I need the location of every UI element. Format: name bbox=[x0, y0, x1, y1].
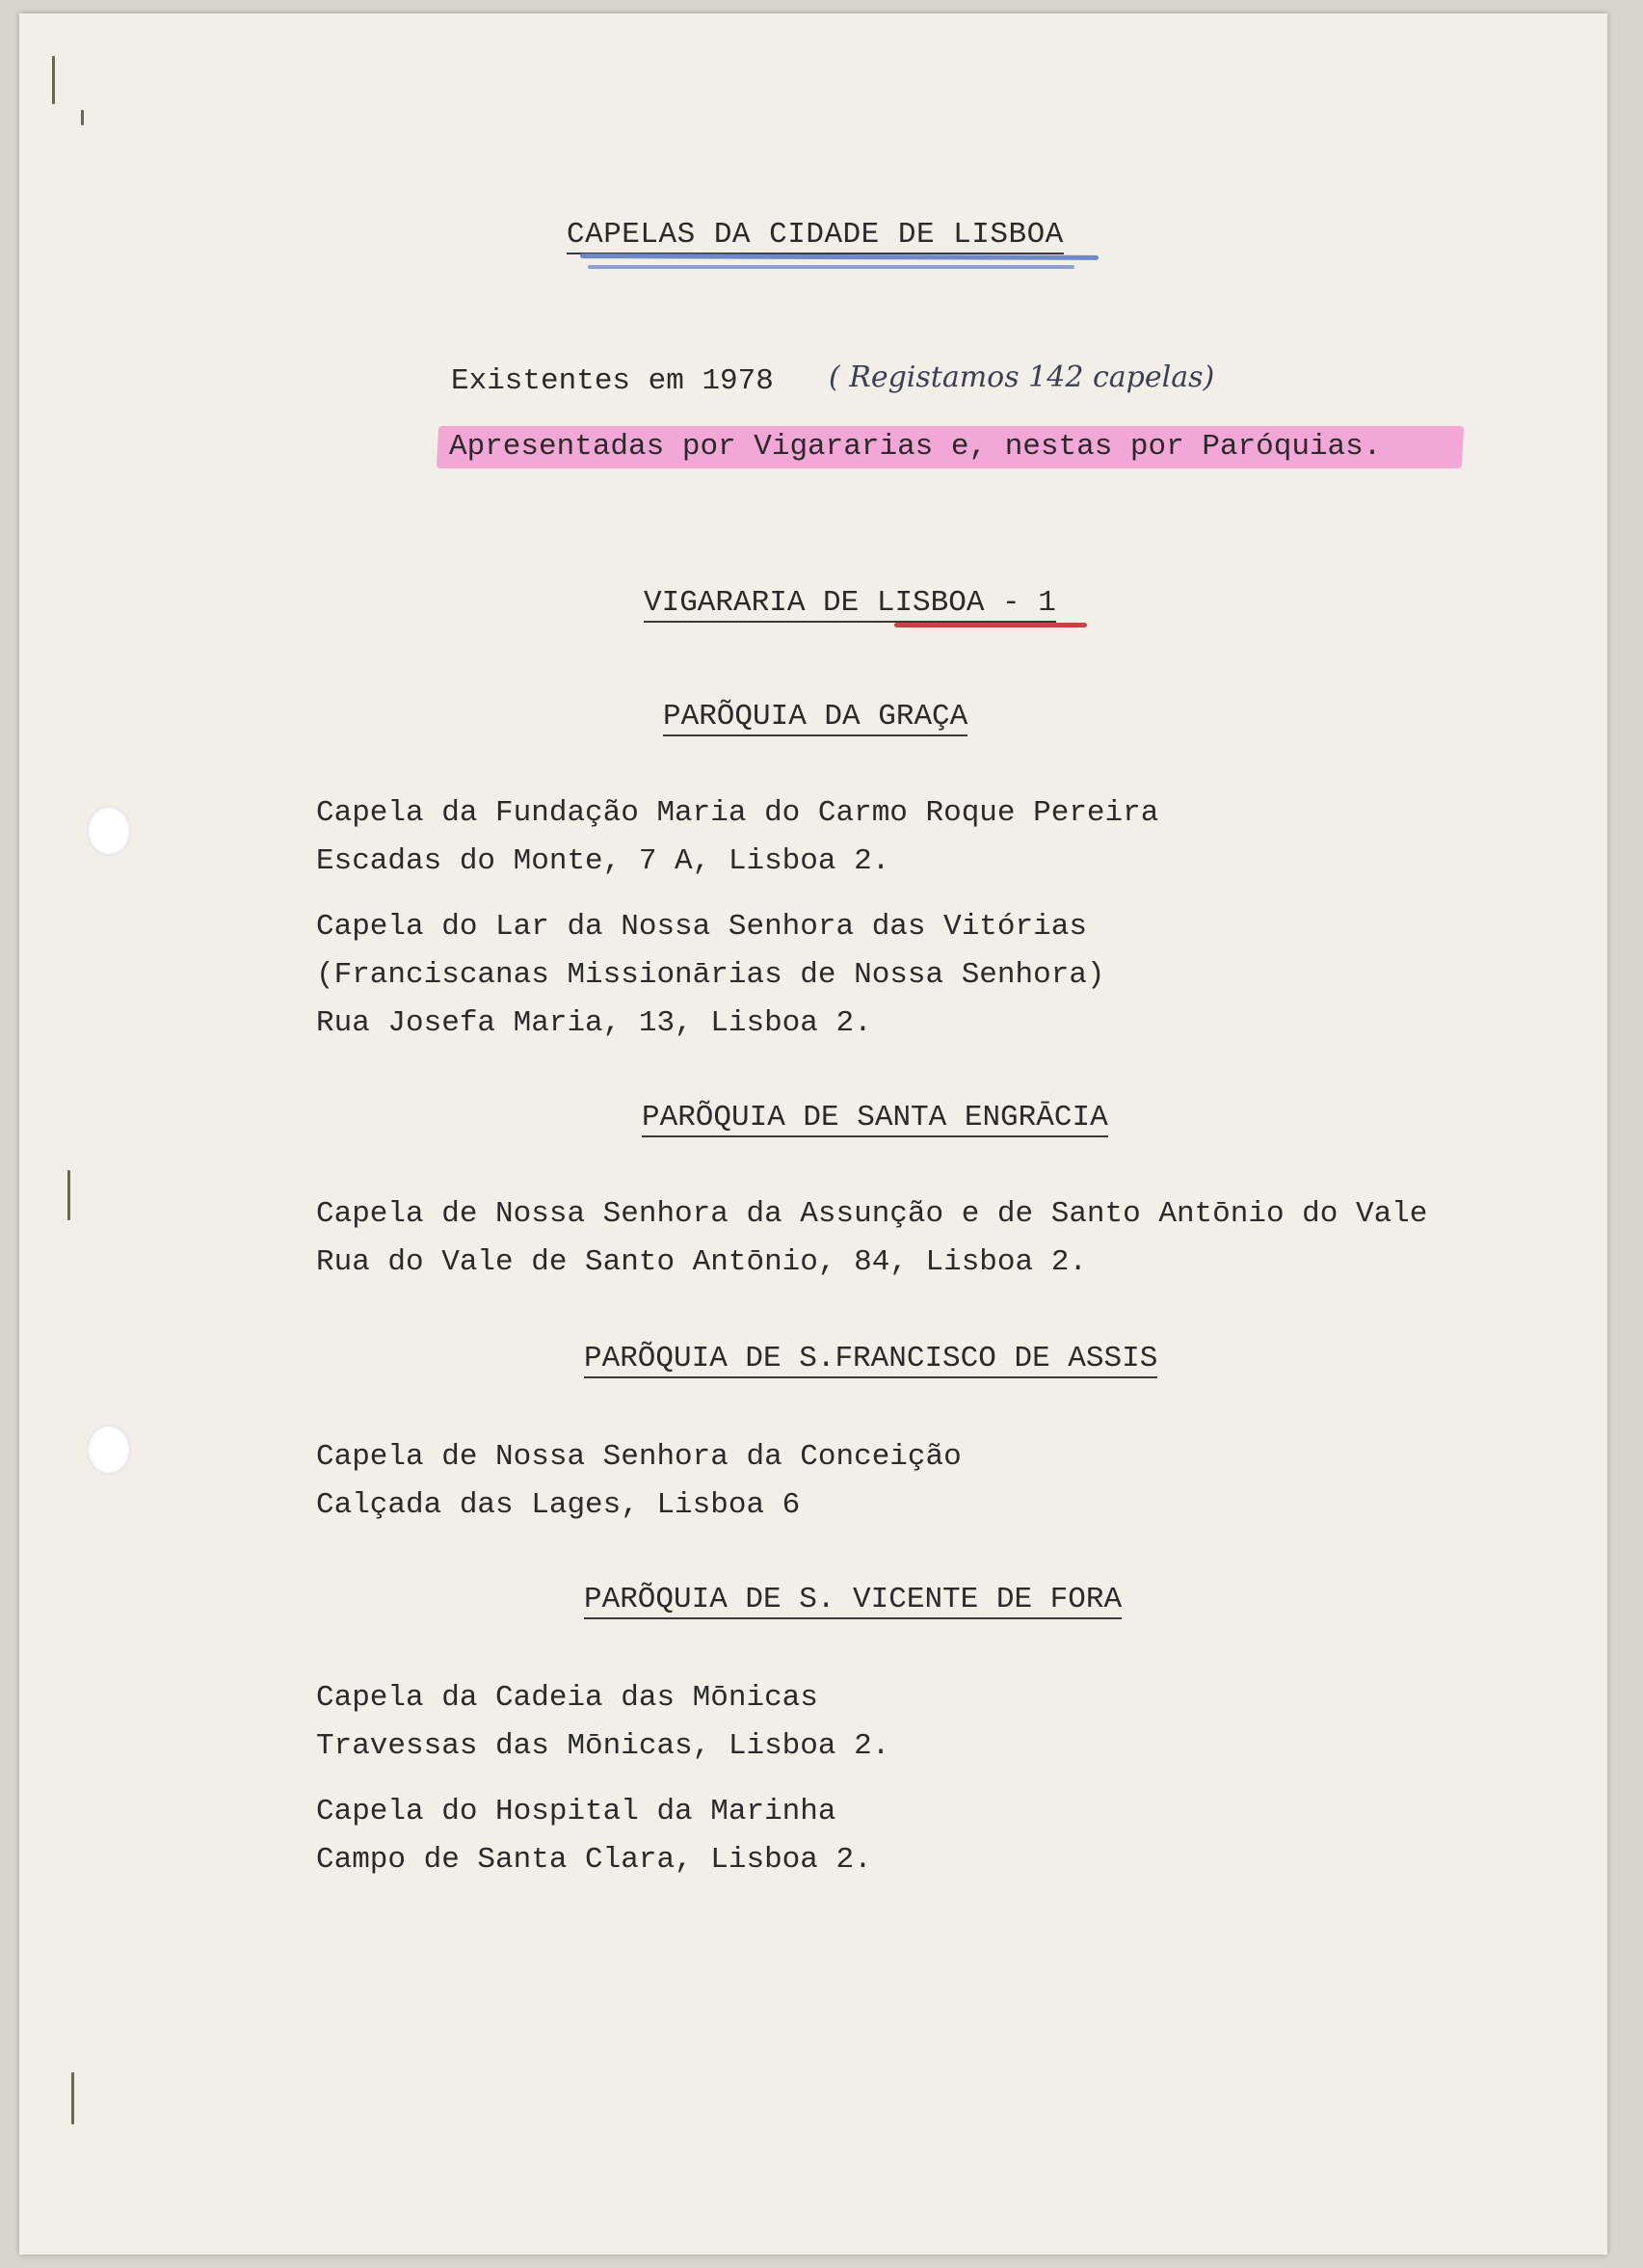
parish-heading: PARÕQUIA DE S.FRANCISCO DE ASSIS bbox=[584, 1342, 1157, 1378]
handwritten-note: ( Registamos 142 capelas) bbox=[829, 360, 1215, 394]
chapel-address: Campo de Santa Clara, Lisboa 2. bbox=[316, 1843, 872, 1877]
document-title: CAPELAS DA CIDADE DE LISBOA bbox=[567, 218, 1064, 254]
document-page bbox=[19, 13, 1607, 2255]
chapel-address: Travessas das Mōnicas, Lisboa 2. bbox=[316, 1729, 890, 1763]
edge-mark bbox=[71, 2072, 74, 2124]
punch-hole-bottom bbox=[87, 1425, 131, 1475]
chapel-name: Capela do Hospital da Marinha bbox=[316, 1795, 836, 1828]
chapel-address: Escadas do Monte, 7 A, Lisboa 2. bbox=[316, 844, 890, 878]
chapel-name: Capela de Nossa Senhora da Conceição bbox=[316, 1440, 962, 1474]
blue-pencil-underline bbox=[580, 253, 1099, 260]
existentes-line: Existentes em 1978 bbox=[451, 364, 774, 398]
parish-heading: PARÕQUIA DA GRAÇA bbox=[663, 700, 967, 736]
punch-hole-top bbox=[87, 806, 131, 856]
chapel-address: Rua do Vale de Santo Antōnio, 84, Lisboa 2. bbox=[316, 1245, 1087, 1279]
chapel-name: Capela do Lar da Nossa Senhora das Vitórias bbox=[316, 910, 1087, 944]
presentation-note: Apresentadas por Vigararias e, nestas por Paróquias. bbox=[449, 430, 1382, 464]
chapel-name: Capela da Cadeia das Mōnicas bbox=[316, 1681, 818, 1715]
edge-mark bbox=[81, 110, 84, 125]
chapel-subtitle: (Franciscanas Missionārias de Nossa Senhora) bbox=[316, 958, 1105, 992]
chapel-name: Capela de Nossa Senhora da Assunção e de Santo Antōnio do Vale bbox=[316, 1197, 1428, 1231]
edge-mark bbox=[52, 56, 55, 104]
red-pencil-underline bbox=[894, 623, 1087, 627]
chapel-address: Calçada das Lages, Lisboa 6 bbox=[316, 1488, 801, 1522]
parish-heading: PARÕQUIA DE S. VICENTE DE FORA bbox=[584, 1583, 1122, 1619]
chapel-name: Capela da Fundação Maria do Carmo Roque Pereira bbox=[316, 796, 1159, 830]
chapel-address: Rua Josefa Maria, 13, Lisboa 2. bbox=[316, 1006, 872, 1040]
parish-heading: PARÕQUIA DE SANTA ENGRĀCIA bbox=[642, 1101, 1108, 1137]
blue-pencil-underline bbox=[588, 265, 1074, 269]
edge-mark bbox=[67, 1170, 70, 1220]
vigararia-heading: VIGARARIA DE LISBOA - 1 bbox=[644, 586, 1056, 623]
